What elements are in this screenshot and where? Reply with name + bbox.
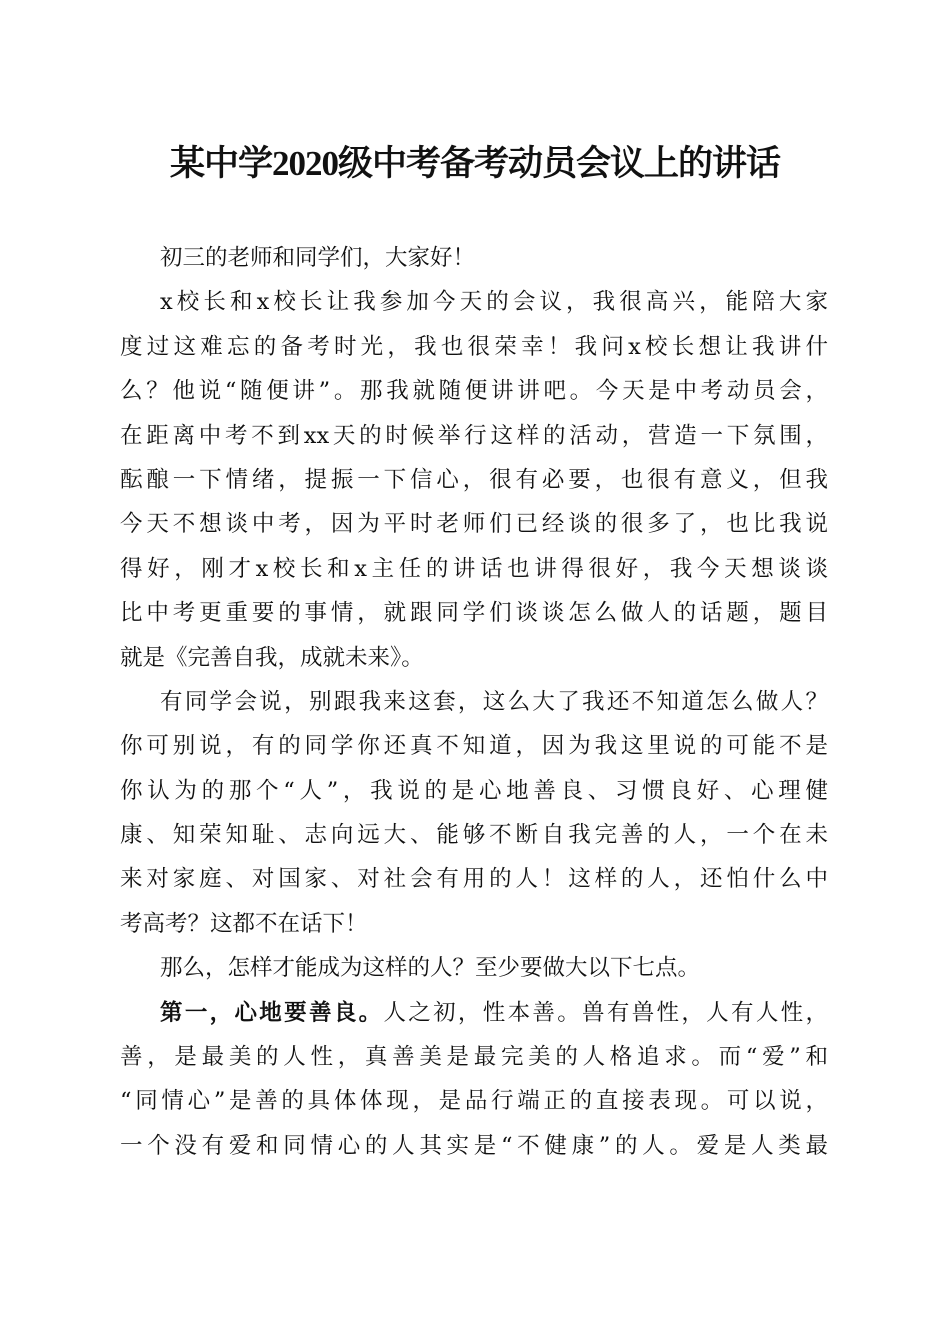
text-line: 你可别说，有的同学你还真不知道，因为我这里说的可能不是 <box>120 733 828 760</box>
text-line: 康、知荣知耻、志向远大、能够不断自我完善的人，一个在未 <box>120 822 828 849</box>
text-line: 一个没有爱和同情心的人其实是“不健康”的人。爱是人类最 <box>120 1132 828 1159</box>
line-text: 人之初，性本善。兽有兽性，人有人性， <box>383 999 828 1026</box>
text-line: 你认为的那个“人”，我说的是心地善良、习惯良好、心理健 <box>120 777 828 804</box>
text-line: 度过这难忘的备考时光，我也很荣幸！我问x校长想让我讲什 <box>120 333 828 360</box>
text-line: 就是《完善自我，成就未来》。 <box>120 644 424 671</box>
document-body <box>120 236 828 1168</box>
bold-heading: 第一，心地要善良。 <box>160 999 384 1026</box>
text-line: 考高考？这都不在话下！ <box>120 910 368 937</box>
text-line <box>120 991 828 1035</box>
text-line: 那么，怎样才能成为这样的人？至少要做大以下七点。 <box>160 955 701 982</box>
document-title: 某中学2020级中考备考动员会议上的讲话 <box>169 144 780 183</box>
text-line: 在距离中考不到xx天的时候举行这样的活动，营造一下氛围， <box>120 422 828 449</box>
text-line: 来对家庭、对国家、对社会有用的人！这样的人，还怕什么中 <box>120 866 828 893</box>
text-line: 有同学会说，别跟我来这套，这么大了我还不知道怎么做人？ <box>160 688 828 715</box>
text-line: x校长和x校长让我参加今天的会议，我很高兴，能陪大家 <box>160 289 828 316</box>
text-line: “同情心”是善的具体体现，是品行端正的直接表现。可以说， <box>120 1088 828 1115</box>
text-line: 酝酿一下情绪，提振一下信心，很有必要，也很有意义，但我 <box>120 466 828 493</box>
text-line: 今天不想谈中考，因为平时老师们已经谈的很多了，也比我说 <box>120 511 828 538</box>
text-line: 么？他说“随便讲”。那我就随便讲讲吧。今天是中考动员会， <box>120 378 828 405</box>
text-line: 得好，刚才x校长和x主任的讲话也讲得很好，我今天想谈谈 <box>120 555 828 582</box>
text-line: 善，是最美的人性，真善美是最完美的人格追求。而“爱”和 <box>120 1044 828 1071</box>
text-line: 初三的老师和同学们，大家好！ <box>160 245 476 271</box>
text-line: 比中考更重要的事情，就跟同学们谈谈怎么做人的话题，题目 <box>120 600 828 627</box>
